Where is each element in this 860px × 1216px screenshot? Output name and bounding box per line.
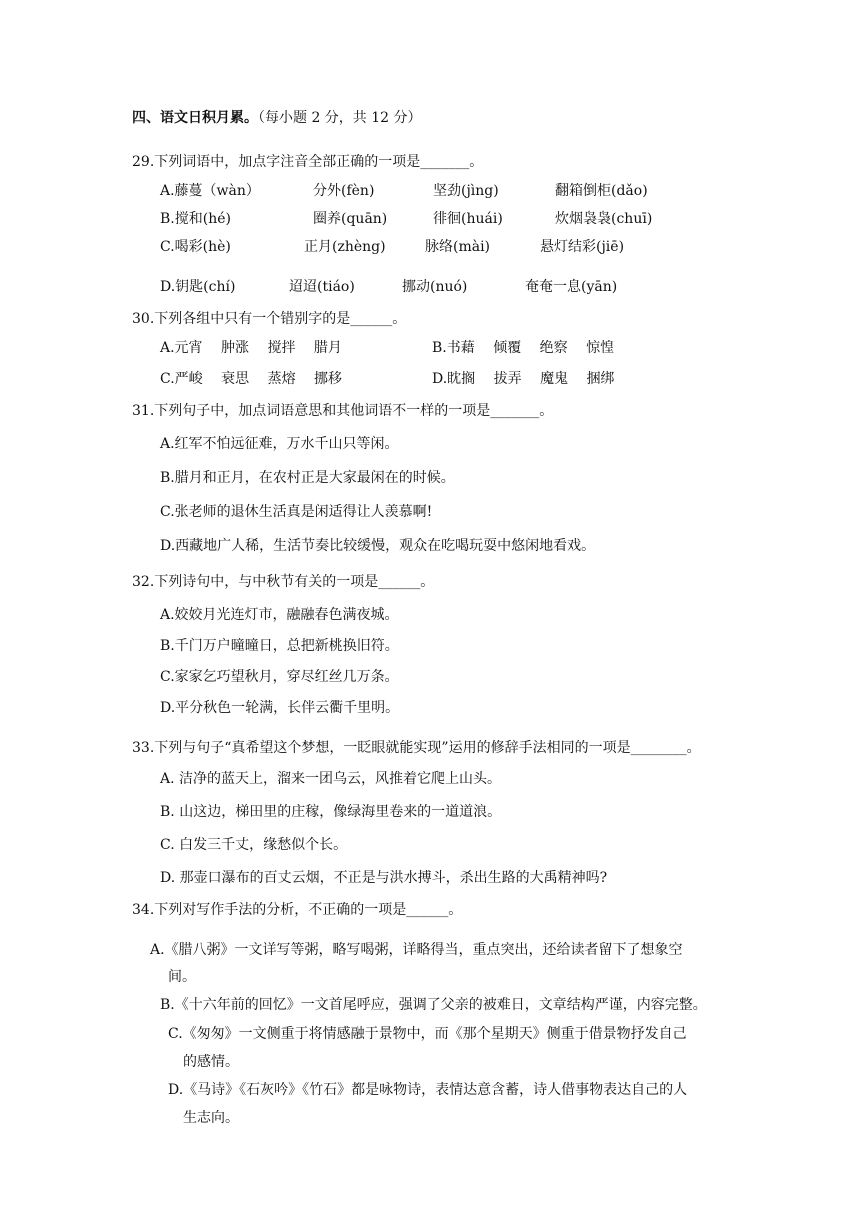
q32-b: B.千门万户曈曈日，总把新桃换旧符。 [160,638,399,654]
section-header [132,108,422,128]
q29-b-1: B.搅和(hé) [160,211,231,227]
q30-stem: 30.下列各组中只有一个错别字的是______。 [132,311,407,327]
q34-c-line2: 的感情。 [183,1054,239,1070]
q30-b: B.书藉 倾覆 绝察 惊惶 [432,340,615,356]
q29-a-2: 分外(fèn) [313,183,375,199]
q33-d: D. 那壶口瀑布的百丈云烟，不正是与洪水搏斗，杀出生路的大禹精神吗? [160,870,608,886]
q31-b: B.腊月和正月，在农村正是大家最闲在的时候。 [160,470,455,486]
q29-d-4: 奄奄一息(yān) [525,279,618,295]
q33-a: A. 洁净的蓝天上，溜来一团乌云，风推着它爬上山头。 [160,771,502,787]
q30-a: A.元宵 肿涨 搅拌 腊月 [160,340,342,356]
q32-stem: 32.下列诗句中，与中秋节有关的一项是______。 [132,574,435,590]
q29-d-3: 挪动(nuó) [402,279,468,295]
q29-c-2: 正月(zhèng) [304,239,386,255]
q34-a-line2: 间。 [168,969,196,985]
q33-c: C. 白发三千丈，缘愁似个长。 [160,837,348,853]
q29-d-1: D.钥匙(chí) [160,279,236,295]
q29-d-2: 迢迢(tiáo) [289,279,355,295]
q31-a: A.红军不怕远征难，万水千山只等闲。 [160,436,399,452]
q32-c: C.家家乞巧望秋月，穿尽红丝几万条。 [160,669,399,685]
q30-d: D.眈搁 拔弄 魔鬼 捆绑 [432,371,615,387]
q29-b-2: 圈养(quān) [313,211,388,227]
section-title: 四、语文日积月累。 [132,110,258,126]
q29-a-1: A.藤蔓（wàn） [160,183,260,199]
q29-c-3: 脉络(mài) [425,239,491,255]
q31-stem: 31.下列句子中，加点词语意思和其他词语不一样的一项是_______。 [132,403,554,419]
q34-b-line1: B.《十六年前的回忆》一文首尾呼应，强调了父亲的被难日，文章结构严谨，内容完整。 [160,997,707,1013]
q29-stem: 29.下列词语中，加点字注音全部正确的一项是_______。 [132,154,484,170]
q29-b-4: 炊烟袅袅(chuī) [555,211,653,227]
q32-a: A.姣姣月光连灯市，融融春色满夜城。 [160,607,399,623]
q31-d: D.西藏地广人稀，生活节奏比较缓慢，观众在吃喝玩耍中悠闲地看戏。 [160,538,596,554]
q31-c: C.张老师的退休生活真是闲适得让人羡慕啊! [160,504,433,520]
q29-c-1: C.喝彩(hè) [160,239,231,255]
section-points: （每小题 2 分，共 12 分） [258,110,422,126]
q29-b-3: 徘徊(huái) [433,211,503,227]
q29-a-4: 翻箱倒柜(dǎo) [555,183,648,199]
q34-a-line1: A.《腊八粥》一文详写等粥，略写喝粥，详略得当，重点突出，还给读者留下了想象空 [150,942,683,958]
q33-b: B. 山这边，梯田里的庄稼，像绿海里卷来的一道道浪。 [160,804,502,820]
q34-d-line2: 生志向。 [183,1110,239,1126]
q34-stem: 34.下列对写作手法的分析，不正确的一项是______。 [132,902,463,918]
q29-a-3: 坚劲(jìng) [433,183,499,199]
q34-d-line1: D.《马诗》《石灰吟》《竹石》都是咏物诗，表情达意含蓄，诗人借事物表达自己的人 [168,1082,688,1098]
q30-c: C.严峻 衰思 蒸熔 挪移 [160,371,343,387]
q33-stem: 33.下列与句子“真希望这个梦想，一眨眼就能实现”运用的修辞手法相同的一项是________。 [132,740,701,756]
q29-c-4: 悬灯结彩(jiē) [540,239,625,255]
q32-d: D.平分秋色一轮满，长伴云衢千里明。 [160,700,400,716]
q34-c-line1: C.《匆匆》一文侧重于将情感融于景物中，而《那个星期天》侧重于借景物抒发自己 [168,1026,687,1042]
